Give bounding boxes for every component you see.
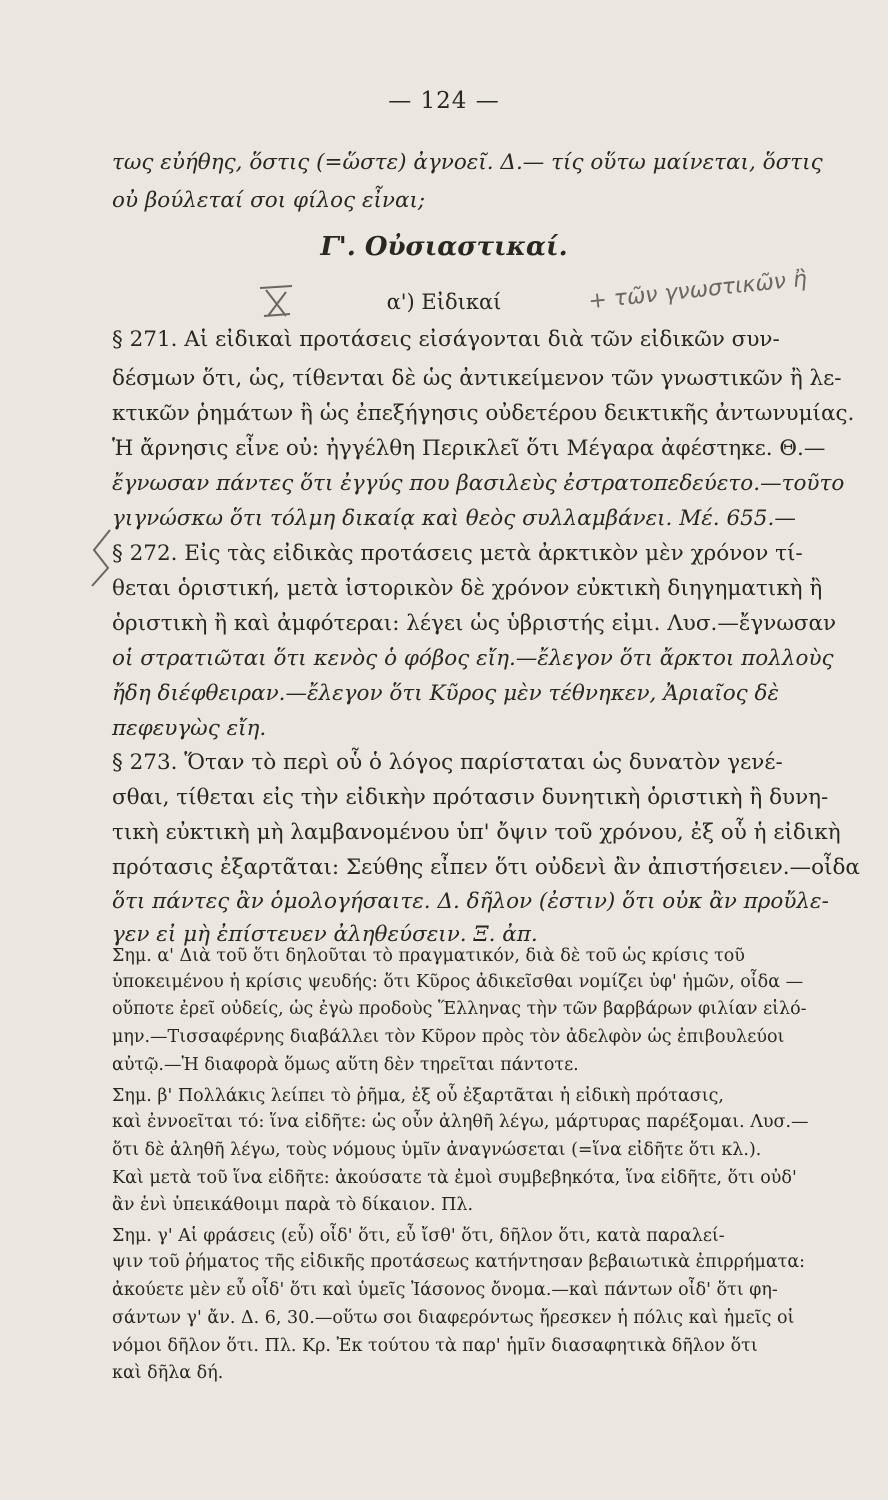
text-line: ἤδη διέφθειραν.—ἔλεγον ὅτι Κῦρος μὲν τέθνηκεν, Ἀριαῖος δὲ xyxy=(112,681,780,706)
text-line: οἱ στρατιῶται ὅτι κενὸς ὁ φόβος εἴη.—ἔλεγον ὅτι ἄρκτοι πολλοὺς xyxy=(112,646,834,671)
note-line: ὅτι δὲ ἀληθῆ λέγω, τοὺς νόμους ὑμῖν ἀναγνώσεται (=ἵνα εἰδῆτε ὅτι κλ.). xyxy=(112,1140,762,1160)
text-line: οὐ βούλεταί σοι φίλος εἶναι; xyxy=(112,188,426,213)
text-line: τως εὐήθης, ὅστις (=ὥστε) ἀγνοεῖ. Δ.— τίς οὕτω μαίνεται, ὅστις xyxy=(112,150,823,175)
note-line: αὐτῷ.—Ἡ διαφορὰ ὅμως αὕτη δὲν τηρεῖται πάντοτε. xyxy=(112,1055,579,1075)
text-line: § 271. Αἱ εἰδικαὶ προτάσεις εἰσάγονται διὰ τῶν εἰδικῶν συν- xyxy=(112,327,780,352)
text-line: § 273. Ὅταν τὸ περὶ οὗ ὁ λόγος παρίσταται ὡς δυνατὸν γενέ- xyxy=(112,750,783,775)
text-line: κτικῶν ῥημάτων ἢ ὡς ἐπεξήγησις οὐδετέρου δεικτικῆς ἀντωνυμίας. xyxy=(112,401,855,426)
note-line: Σημ. γ' Αἱ φράσεις (εὖ) οἶδ' ὅτι, εὖ ἴσθ' ὅτι, δῆλον ὅτι, κατὰ παραλεί- xyxy=(112,1226,725,1246)
note-line: Σημ. β' Πολλάκις λείπει τὸ ῥῆμα, ἐξ οὗ ἐξαρτᾶται ἡ εἰδικὴ πρότασις, xyxy=(112,1086,724,1106)
note-line: ψιν τοῦ ῥήματος τῆς εἰδικῆς προτάσεως κατήντησαν βεβαιωτικὰ ἐπιρρήματα: xyxy=(112,1252,806,1272)
note-line: Καὶ μετὰ τοῦ ἵνα εἰδῆτε: ἀκούσατε τὰ ἐμοὶ συμβεβηκότα, ἵνα εἰδῆτε, ὅτι οὐδ' xyxy=(112,1168,797,1188)
note-line: ὑποκειμένου ἡ κρίσις ψευδής: ὅτι Κῦρος ἀδικεῖσθαι νομίζει ὑφ' ἡμῶν, οἶδα — xyxy=(112,972,804,992)
text-line: πρότασις ἐξαρτᾶται: Σεύθης εἶπεν ὅτι οὐδενὶ ἂν ἀπιστήσειεν.—οἶδα xyxy=(112,855,860,880)
note-line: καὶ ἐννοεῖται τό: ἵνα εἰδῆτε: ὡς οὖν ἀληθῆ λέγω, μάρτυρας παρέξομαι. Λυσ.— xyxy=(112,1112,809,1132)
note-line: οὔποτε ἐρεῖ οὐδείς, ὡς ἐγὼ προδοὺς Ἕλληνας τὴν τῶν βαρβάρων φιλίαν εἱλό- xyxy=(112,999,807,1019)
text-line: πεφευγὼς εἴη. xyxy=(112,716,267,741)
text-line: Ἡ ἄρνησις εἶνε οὐ: ἠγγέλθη Περικλεῖ ὅτι Μέγαρα ἀφέστηκε. Θ.— xyxy=(112,436,826,461)
note-line: Σημ. α' Διὰ τοῦ ὅτι δηλοῦται τὸ πραγματικόν, διὰ δὲ τοῦ ὡς κρίσις τοῦ xyxy=(112,946,745,966)
text-line: σθαι, τίθεται εἰς τὴν εἰδικὴν πρότασιν δυνητικὴ ὁριστικὴ ἢ δυνη- xyxy=(112,785,829,810)
section-heading: Γ'. Οὐσιαστικαί. xyxy=(320,232,568,262)
text-line: ἔγνωσαν πάντες ὅτι ἐγγύς που βασιλεὺς ἐστρατοπεδεύετο.—τοῦτο xyxy=(112,471,845,496)
note-line: μην.—Τισσαφέρνης διαβάλλει τὸν Κῦρον πρὸς τὸν ἀδελφὸν ὡς ἐπιβουλεύοι xyxy=(112,1027,785,1047)
note-line: καὶ δῆλα δή. xyxy=(112,1363,224,1383)
handwritten-mark-icon xyxy=(256,282,296,322)
handwritten-margin-note: + τῶν γνωστικῶν ἢ xyxy=(587,266,809,315)
page-number: — 124 — xyxy=(388,88,500,114)
text-line: ὅτι πάντες ἂν ὁμολογήσαιτε. Δ. δῆλον (ἐστιν) ὅτι οὐκ ἂν προὔλε- xyxy=(112,889,829,914)
text-line: γεν εἰ μὴ ἐπίστευεν ἀληθεύσειν. Ξ. ἀπ. xyxy=(112,922,538,947)
text-line: δέσμων ὅτι, ὡς, τίθενται δὲ ὡς ἀντικείμενον τῶν γνωστικῶν ἢ λε- xyxy=(112,366,842,391)
text-line: θεται ὁριστική, μετὰ ἱστορικὸν δὲ χρόνον εὐκτικὴ διηγηματικὴ ἢ xyxy=(112,576,823,601)
text-line: ὁριστικὴ ἢ καὶ ἀμφότεραι: λέγει ὡς ὑβριστής εἰμι. Λυσ.—ἔγνωσαν xyxy=(112,611,837,636)
note-line: σάντων γ' ἄν. Δ. 6, 30.—οὕτω σοι διαφερόντως ἤρεσκεν ἡ πόλις καὶ ἡμεῖς οἱ xyxy=(112,1308,795,1328)
note-line: ἀκούετε μὲν εὖ οἶδ' ὅτι καὶ ὑμεῖς Ἰάσονος ὄνομα.—καὶ πάντων οἶδ' ὅτι φη- xyxy=(112,1280,778,1300)
text-line: § 272. Εἰς τὰς εἰδικὰς προτάσεις μετὰ ἀρκτικὸν μὲν χρόνον τί- xyxy=(112,541,803,566)
note-line: νόμοι δῆλον ὅτι. Πλ. Κρ. Ἐκ τούτου τὰ παρ' ἡμῖν διασαφητικὰ δῆλον ὅτι xyxy=(112,1336,758,1356)
text-line: τικὴ εὐκτικὴ μὴ λαμβανομένου ὑπ' ὄψιν τοῦ χρόνου, ἐξ οὗ ἡ εἰδικὴ xyxy=(112,820,841,845)
text-line: γιγνώσκω ὅτι τόλμη δικαίᾳ καὶ θεὸς συλλαμβάνει. Μέ. 655.— xyxy=(112,506,796,531)
note-line: ἂν ἑνὶ ὑπεικάθοιμι παρὰ τὸ δίκαιον. Πλ. xyxy=(112,1195,474,1215)
subsection-heading: α') Εἰδικαί xyxy=(386,290,502,314)
